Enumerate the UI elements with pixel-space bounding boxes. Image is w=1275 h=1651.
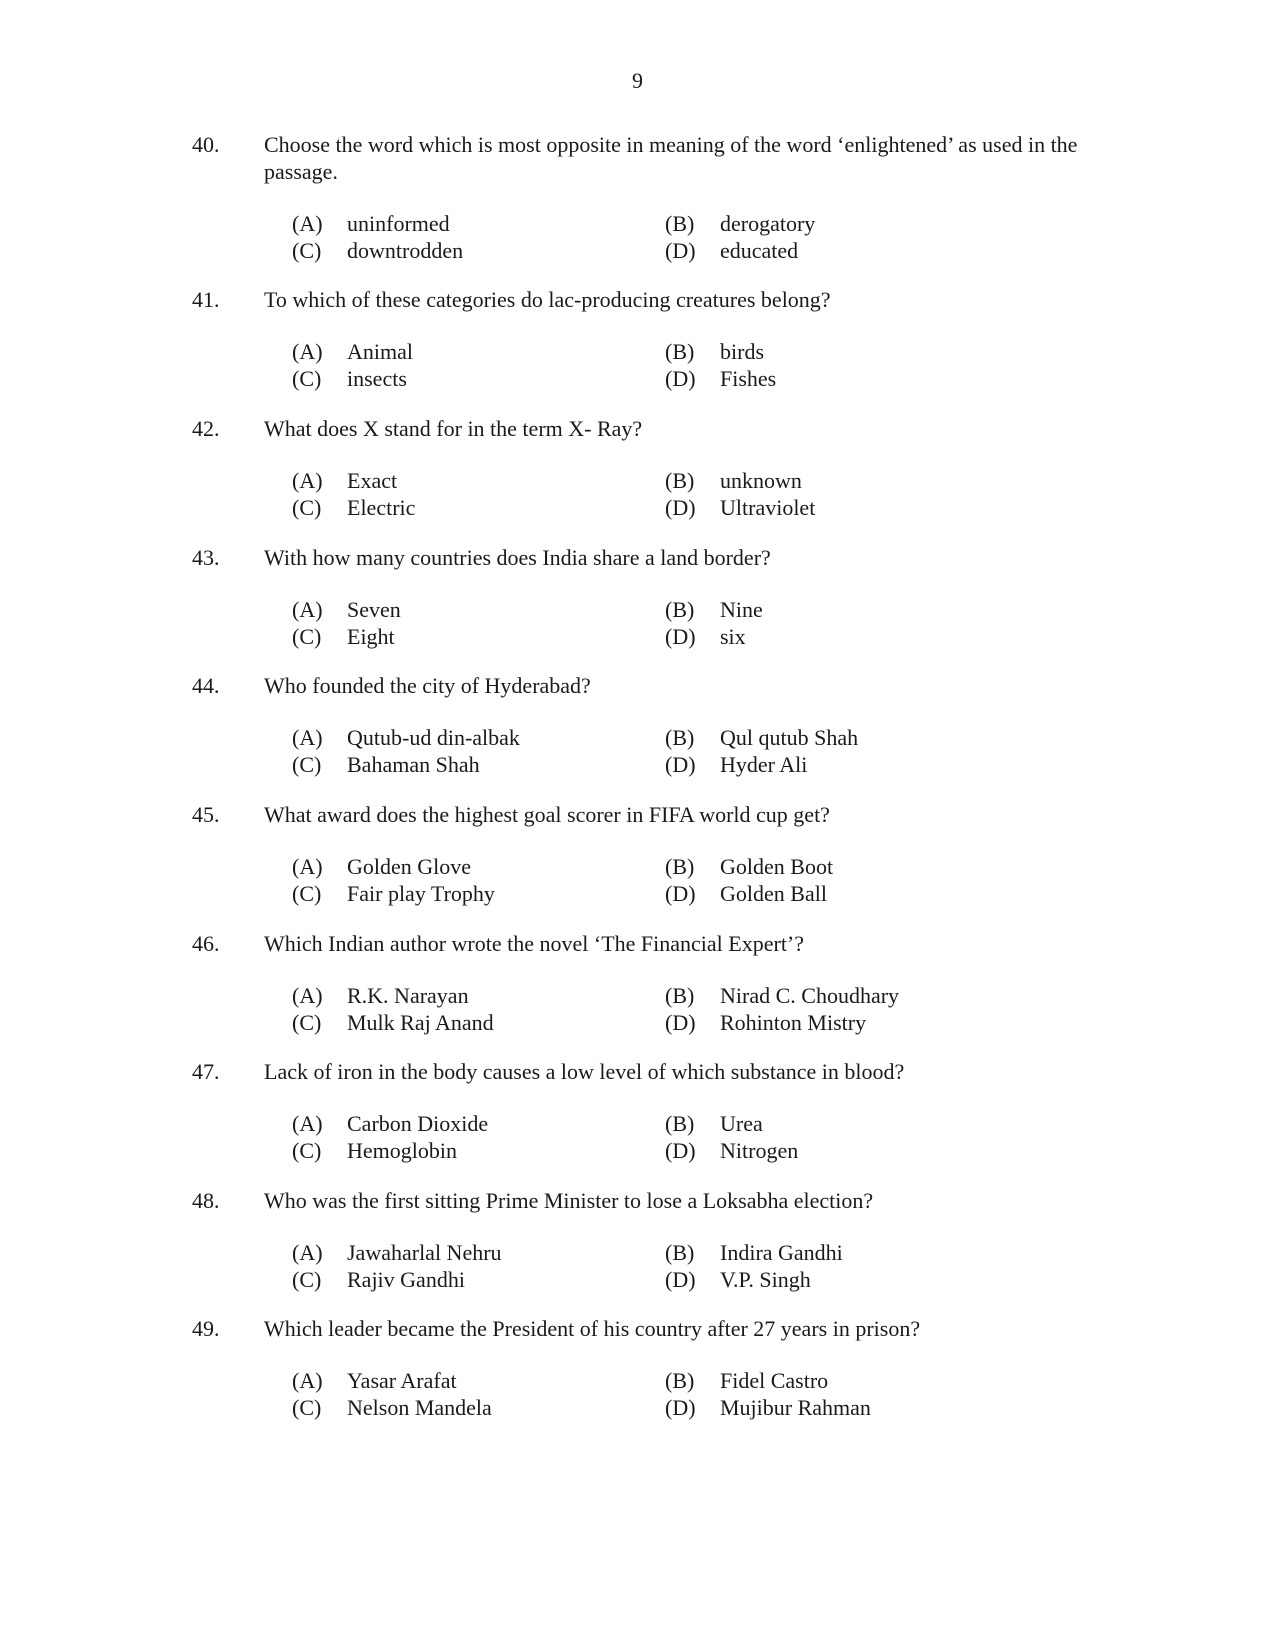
option-d xyxy=(665,365,1038,392)
question-text: Which leader became the President of his country after 27 years in prison? xyxy=(264,1316,921,1341)
option-text: Exact xyxy=(347,468,398,493)
option-text: Bahaman Shah xyxy=(347,752,480,777)
option-letter: (B) xyxy=(665,983,695,1008)
option-letter: (A) xyxy=(292,597,323,622)
option-b xyxy=(665,853,1038,880)
option-text: educated xyxy=(720,238,799,263)
option-a xyxy=(292,596,665,623)
options-grid xyxy=(292,1239,1092,1293)
option-text: Seven xyxy=(347,597,401,622)
option-b xyxy=(665,724,1038,751)
option-b xyxy=(665,210,1038,237)
option-letter: (D) xyxy=(665,1395,696,1420)
option-text: Rohinton Mistry xyxy=(720,1010,867,1035)
question-text: What award does the highest goal scorer in FIFA world cup get? xyxy=(264,802,830,827)
option-d xyxy=(665,1394,1038,1421)
option-b xyxy=(665,1367,1038,1394)
option-text: Jawaharlal Nehru xyxy=(347,1240,502,1265)
option-letter: (D) xyxy=(665,495,696,520)
option-letter: (B) xyxy=(665,1111,695,1136)
question-42 xyxy=(192,415,1092,521)
option-d xyxy=(665,1009,1038,1036)
question-44 xyxy=(192,672,1092,778)
option-letter: (C) xyxy=(292,752,322,777)
option-a xyxy=(292,853,665,880)
option-c xyxy=(292,1266,665,1293)
option-text: Animal xyxy=(347,339,413,364)
option-text: Mulk Raj Anand xyxy=(347,1010,494,1035)
option-text: Nine xyxy=(720,597,763,622)
option-text: Golden Boot xyxy=(720,854,834,879)
option-text: Fidel Castro xyxy=(720,1368,829,1393)
options-grid xyxy=(292,1110,1092,1164)
option-text: Qul qutub Shah xyxy=(720,725,859,750)
question-text: Lack of iron in the body causes a low level of which substance in blood? xyxy=(264,1059,905,1084)
option-letter: (B) xyxy=(665,1368,695,1393)
options-grid xyxy=(292,724,1092,778)
option-letter: (A) xyxy=(292,983,323,1008)
option-letter: (B) xyxy=(665,211,695,236)
option-letter: (B) xyxy=(665,1240,695,1265)
question-41 xyxy=(192,286,1092,392)
option-text: Golden Ball xyxy=(720,881,827,906)
question-number: 41. xyxy=(192,287,220,312)
option-letter: (A) xyxy=(292,854,323,879)
option-text: Nitrogen xyxy=(720,1138,799,1163)
option-text: uninformed xyxy=(347,211,450,236)
question-40 xyxy=(192,131,1092,264)
option-letter: (A) xyxy=(292,468,323,493)
option-letter: (C) xyxy=(292,1395,322,1420)
option-c xyxy=(292,623,665,650)
option-text: Eight xyxy=(347,624,395,649)
option-a xyxy=(292,1110,665,1137)
question-46 xyxy=(192,930,1092,1036)
question-text: Choose the word which is most opposite in meaning of the word ‘enlightened’ as used in the passage. xyxy=(264,132,1078,184)
option-b xyxy=(665,596,1038,623)
option-text: Nirad C. Choudhary xyxy=(720,983,900,1008)
option-letter: (D) xyxy=(665,752,696,777)
option-text: Yasar Arafat xyxy=(347,1368,457,1393)
option-text: V.P. Singh xyxy=(720,1267,811,1292)
option-letter: (D) xyxy=(665,366,696,391)
option-b xyxy=(665,982,1038,1009)
option-a xyxy=(292,210,665,237)
option-letter: (C) xyxy=(292,1010,322,1035)
option-text: Indira Gandhi xyxy=(720,1240,843,1265)
question-number: 42. xyxy=(192,416,220,441)
option-letter: (B) xyxy=(665,597,695,622)
option-a xyxy=(292,1367,665,1394)
question-text: What does X stand for in the term X- Ray? xyxy=(264,416,643,441)
option-text: six xyxy=(720,624,746,649)
option-d xyxy=(665,880,1038,907)
option-a xyxy=(292,338,665,365)
question-number: 44. xyxy=(192,673,220,698)
option-letter: (A) xyxy=(292,339,323,364)
option-letter: (D) xyxy=(665,881,696,906)
option-letter: (C) xyxy=(292,1267,322,1292)
option-c xyxy=(292,1009,665,1036)
question-48 xyxy=(192,1187,1092,1293)
question-number: 46. xyxy=(192,931,220,956)
option-c xyxy=(292,1394,665,1421)
question-number: 48. xyxy=(192,1188,220,1213)
option-letter: (A) xyxy=(292,725,323,750)
option-text: birds xyxy=(720,339,764,364)
option-letter: (D) xyxy=(665,624,696,649)
question-text: Who was the first sitting Prime Minister to lose a Loksabha election? xyxy=(264,1188,874,1213)
option-text: Nelson Mandela xyxy=(347,1395,492,1420)
question-text: Which Indian author wrote the novel ‘The Financial Expert’? xyxy=(264,931,805,956)
option-letter: (B) xyxy=(665,339,695,364)
option-text: Hyder Ali xyxy=(720,752,808,777)
option-letter: (A) xyxy=(292,1240,323,1265)
option-text: Golden Glove xyxy=(347,854,472,879)
question-43 xyxy=(192,544,1092,650)
option-c xyxy=(292,237,665,264)
options-grid xyxy=(292,338,1092,392)
option-text: Fishes xyxy=(720,366,777,391)
question-number: 45. xyxy=(192,802,220,827)
options-grid xyxy=(292,596,1092,650)
option-letter: (C) xyxy=(292,624,322,649)
option-c xyxy=(292,1137,665,1164)
option-b xyxy=(665,1110,1038,1137)
option-a xyxy=(292,467,665,494)
option-letter: (B) xyxy=(665,468,695,493)
option-text: Rajiv Gandhi xyxy=(347,1267,465,1292)
question-number: 40. xyxy=(192,132,220,157)
option-letter: (A) xyxy=(292,1111,323,1136)
option-text: Ultraviolet xyxy=(720,495,816,520)
option-text: insects xyxy=(347,366,407,391)
question-text: To which of these categories do lac-producing creatures belong? xyxy=(264,287,831,312)
option-text: Qutub-ud din-albak xyxy=(347,725,520,750)
option-text: Hemoglobin xyxy=(347,1138,457,1163)
question-text: With how many countries does India share a land border? xyxy=(264,545,771,570)
option-text: derogatory xyxy=(720,211,816,236)
option-text: R.K. Narayan xyxy=(347,983,469,1008)
option-a xyxy=(292,982,665,1009)
question-49 xyxy=(192,1315,1092,1421)
options-grid xyxy=(292,467,1092,521)
option-letter: (A) xyxy=(292,1368,323,1393)
option-letter: (D) xyxy=(665,1138,696,1163)
option-a xyxy=(292,1239,665,1266)
option-d xyxy=(665,623,1038,650)
question-number: 43. xyxy=(192,545,220,570)
option-letter: (C) xyxy=(292,881,322,906)
option-letter: (D) xyxy=(665,1267,696,1292)
option-d xyxy=(665,751,1038,778)
option-d xyxy=(665,1266,1038,1293)
question-47 xyxy=(192,1058,1092,1164)
options-grid xyxy=(292,982,1092,1036)
option-a xyxy=(292,724,665,751)
option-b xyxy=(665,1239,1038,1266)
question-number: 49. xyxy=(192,1316,220,1341)
option-b xyxy=(665,338,1038,365)
option-letter: (A) xyxy=(292,211,323,236)
option-letter: (C) xyxy=(292,1138,322,1163)
option-c xyxy=(292,880,665,907)
option-text: Electric xyxy=(347,495,416,520)
option-text: Mujibur Rahman xyxy=(720,1395,871,1420)
option-b xyxy=(665,467,1038,494)
option-text: Carbon Dioxide xyxy=(347,1111,489,1136)
option-letter: (C) xyxy=(292,366,322,391)
option-text: downtrodden xyxy=(347,238,464,263)
page-number: 9 xyxy=(632,68,643,93)
option-letter: (B) xyxy=(665,725,695,750)
option-letter: (D) xyxy=(665,1010,696,1035)
option-c xyxy=(292,751,665,778)
options-grid xyxy=(292,853,1092,907)
option-text: unknown xyxy=(720,468,802,493)
option-d xyxy=(665,494,1038,521)
question-text: Who founded the city of Hyderabad? xyxy=(264,673,591,698)
option-letter: (C) xyxy=(292,238,322,263)
option-letter: (B) xyxy=(665,854,695,879)
options-grid xyxy=(292,210,1092,264)
option-text: Urea xyxy=(720,1111,763,1136)
option-text: Fair play Trophy xyxy=(347,881,495,906)
question-45 xyxy=(192,801,1092,907)
option-d xyxy=(665,237,1038,264)
option-letter: (D) xyxy=(665,238,696,263)
option-d xyxy=(665,1137,1038,1164)
option-letter: (C) xyxy=(292,495,322,520)
option-c xyxy=(292,365,665,392)
question-number: 47. xyxy=(192,1059,220,1084)
option-c xyxy=(292,494,665,521)
options-grid xyxy=(292,1367,1092,1421)
